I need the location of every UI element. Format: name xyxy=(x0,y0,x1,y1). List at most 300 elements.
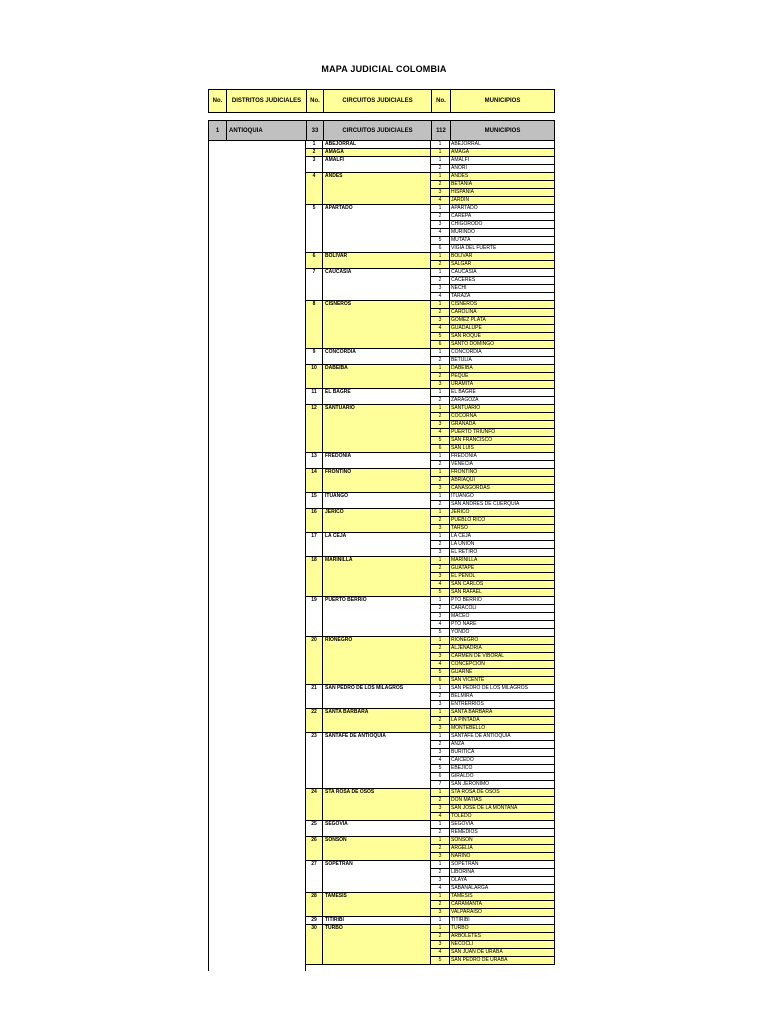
municipio-row xyxy=(431,949,554,957)
municipio-name: GOMEZ PLATA xyxy=(451,317,486,323)
municipio-row xyxy=(431,301,554,309)
circuit-row xyxy=(306,685,555,709)
municipio-number: 4 xyxy=(431,757,450,764)
municipio-name: COCORNA xyxy=(451,413,477,419)
municipio-name: ALJENADRIA xyxy=(451,645,482,651)
table-header xyxy=(208,89,555,113)
municipio-row xyxy=(431,309,554,317)
circuit-name: LA CEJA xyxy=(323,533,431,556)
municipio-name: ARBOLETES xyxy=(451,933,482,939)
municipio-row xyxy=(431,421,554,429)
header-no-circuito: No. xyxy=(307,90,324,112)
municipio-number: 1 xyxy=(431,925,450,932)
municipio-list xyxy=(431,709,555,732)
municipio-name: TITIRIBI xyxy=(451,917,470,923)
municipio-name: VALPARAISO xyxy=(451,909,482,915)
municipio-name: MUTATA xyxy=(451,237,471,243)
municipio-row xyxy=(431,461,554,469)
municipio-number: 2 xyxy=(431,373,450,380)
municipio-name: SAN FRANCISCO xyxy=(451,437,493,443)
circuit-name: DABEIBA xyxy=(323,365,431,388)
municipio-row xyxy=(431,349,554,357)
municipio-row xyxy=(431,389,554,397)
municipio-number: 3 xyxy=(431,805,450,812)
municipio-name: FRONTINO xyxy=(451,469,478,475)
municipio-name: GUATAPE xyxy=(451,565,475,571)
municipio-name: SANTUARIO xyxy=(451,405,481,411)
municipio-name: MACEO xyxy=(451,613,470,619)
municipio-row xyxy=(431,749,554,757)
municipio-row xyxy=(431,789,554,797)
municipio-number: 3 xyxy=(431,221,450,228)
municipio-number: 1 xyxy=(431,205,450,212)
municipio-list xyxy=(431,557,555,596)
municipio-number: 1 xyxy=(431,157,450,164)
municipio-name: SANTAFE DE ANTIOQUIA xyxy=(451,733,511,739)
district-column xyxy=(208,141,306,971)
circuit-row xyxy=(306,389,555,405)
municipio-row xyxy=(431,837,554,845)
circuit-name: EL BAGRE xyxy=(323,389,431,404)
municipio-number: 1 xyxy=(431,557,450,564)
municipio-number: 1 xyxy=(431,597,450,604)
circuit-name: TURBO xyxy=(323,925,431,964)
municipio-name: NARIÑO xyxy=(451,853,471,859)
municipio-row xyxy=(431,533,554,541)
municipio-number: 6 xyxy=(431,341,450,349)
circuit-row xyxy=(306,917,555,925)
municipio-row xyxy=(431,437,554,445)
circuit-name: JERICO xyxy=(323,509,431,532)
municipio-list xyxy=(431,837,555,860)
municipio-row xyxy=(431,613,554,621)
municipio-number: 1 xyxy=(431,365,450,372)
municipio-name: CHIGORODO xyxy=(451,221,483,227)
municipio-row xyxy=(431,293,554,301)
circuit-number: 10 xyxy=(306,365,323,388)
circuit-name: SOPETRAN xyxy=(323,861,431,892)
municipio-row xyxy=(431,765,554,773)
municipio-number: 4 xyxy=(431,293,450,301)
municipio-number: 7 xyxy=(431,781,450,789)
municipio-name: SOPETRAN xyxy=(451,861,479,867)
municipio-list xyxy=(431,821,555,836)
municipio-row xyxy=(431,485,554,493)
municipio-row xyxy=(431,229,554,237)
municipio-number: 2 xyxy=(431,309,450,316)
municipio-row xyxy=(431,261,554,269)
municipio-row xyxy=(431,453,554,461)
municipio-name: URAMITA xyxy=(451,381,474,387)
circuit-row xyxy=(306,893,555,917)
municipio-row xyxy=(431,869,554,877)
municipio-row xyxy=(431,341,554,349)
municipio-list xyxy=(431,925,555,964)
municipio-name: GIRALDO xyxy=(451,773,474,779)
municipio-name: PUERTO TRIUNFO xyxy=(451,429,496,435)
municipio-number: 1 xyxy=(431,733,450,740)
district-circuitos-label: CIRCUITOS JUDICIALES xyxy=(324,121,432,140)
municipio-number: 1 xyxy=(431,821,450,828)
municipio-name: TARSO xyxy=(451,525,468,531)
municipio-row xyxy=(431,917,554,925)
municipio-row xyxy=(431,861,554,869)
municipio-row xyxy=(431,941,554,949)
municipio-name: SANTA BARBARA xyxy=(451,709,493,715)
municipio-name: ANDES xyxy=(451,173,469,179)
circuit-name: CONCORDIA xyxy=(323,349,431,364)
municipio-row xyxy=(431,277,554,285)
municipio-row xyxy=(431,541,554,549)
municipio-list xyxy=(431,509,555,532)
municipio-name: AMALFI xyxy=(451,157,470,163)
circuit-name: SEGOVIA xyxy=(323,821,431,836)
circuit-row xyxy=(306,533,555,557)
municipio-name: ABRIAQUI xyxy=(451,477,475,483)
municipio-row xyxy=(431,405,554,413)
municipio-number: 1 xyxy=(431,861,450,868)
municipio-name: JARDIN xyxy=(451,197,470,203)
circuit-name: STA ROSA DE OSOS xyxy=(323,789,431,820)
circuit-name: FRONTINO xyxy=(323,469,431,492)
municipio-row xyxy=(431,573,554,581)
municipio-list xyxy=(431,893,555,916)
header-no-distrito: No. xyxy=(209,90,227,112)
circuit-row xyxy=(306,709,555,733)
municipio-name: REMEDIOS xyxy=(451,829,478,835)
circuit-row xyxy=(306,925,555,965)
municipio-name: LA UNION xyxy=(451,541,475,547)
circuit-name: TITIRIBI xyxy=(323,917,431,924)
municipio-name: SALGAR xyxy=(451,261,472,267)
municipio-number: 1 xyxy=(431,469,450,476)
circuit-row xyxy=(306,861,555,893)
municipio-number: 4 xyxy=(431,813,450,821)
circuit-number: 3 xyxy=(306,157,323,172)
circuit-name: SAN PEDRO DE LOS MILAGROS xyxy=(323,685,431,708)
circuit-row xyxy=(306,301,555,349)
municipio-number: 2 xyxy=(431,901,450,908)
circuit-number: 1 xyxy=(306,141,323,148)
municipio-name: PTO BERRIO xyxy=(451,597,482,603)
municipio-number: 3 xyxy=(431,613,450,620)
municipio-number: 1 xyxy=(431,917,450,925)
circuit-number: 24 xyxy=(306,789,323,820)
municipio-number: 2 xyxy=(431,845,450,852)
municipio-row xyxy=(431,477,554,485)
municipio-row xyxy=(431,677,554,685)
circuit-number: 11 xyxy=(306,389,323,404)
municipio-row xyxy=(431,877,554,885)
municipio-row xyxy=(431,597,554,605)
municipio-name: APARTADO xyxy=(451,205,478,211)
municipio-row xyxy=(431,909,554,917)
circuit-row xyxy=(306,349,555,365)
municipio-number: 1 xyxy=(431,389,450,396)
municipio-name: TARAZA xyxy=(451,293,471,299)
municipio-number: 2 xyxy=(431,517,450,524)
municipio-row xyxy=(431,413,554,421)
municipio-list xyxy=(431,173,555,204)
municipio-row xyxy=(431,197,554,205)
municipio-row xyxy=(431,397,554,405)
municipio-list xyxy=(431,365,555,388)
municipio-number: 1 xyxy=(431,637,450,644)
municipio-row xyxy=(431,957,554,965)
municipio-name: CAICEDO xyxy=(451,757,474,763)
circuit-name: AMALFI xyxy=(323,157,431,172)
municipio-name: EBEJICO xyxy=(451,765,473,771)
circuit-row xyxy=(306,269,555,301)
circuit-number: 23 xyxy=(306,733,323,788)
municipio-name: GUADALUPE xyxy=(451,325,482,331)
municipio-number: 4 xyxy=(431,229,450,236)
municipio-name: ANZA xyxy=(451,741,465,747)
municipio-row xyxy=(431,525,554,533)
municipio-name: SAN ANDRES DE CUERQUIA xyxy=(451,501,520,507)
municipio-number: 3 xyxy=(431,701,450,709)
municipio-row xyxy=(431,885,554,893)
municipio-list xyxy=(431,533,555,556)
municipio-number: 3 xyxy=(431,421,450,428)
circuit-name: MARINILLA xyxy=(323,557,431,596)
municipio-row xyxy=(431,829,554,837)
page-title: MAPA JUDICIAL COLOMBIA xyxy=(321,64,447,74)
municipio-list xyxy=(431,917,555,924)
municipio-number: 2 xyxy=(431,605,450,612)
circuit-row xyxy=(306,149,555,157)
circuit-number: 15 xyxy=(306,493,323,508)
municipio-name: SONSON xyxy=(451,837,473,843)
circuit-number: 20 xyxy=(306,637,323,684)
municipio-number: 1 xyxy=(431,709,450,716)
municipio-list xyxy=(431,301,555,348)
circuit-name: SONSON xyxy=(323,837,431,860)
circuit-number: 8 xyxy=(306,301,323,348)
municipio-row xyxy=(431,605,554,613)
municipio-row xyxy=(431,557,554,565)
municipio-row xyxy=(431,181,554,189)
municipio-row xyxy=(431,501,554,509)
municipio-name: LA PINTADA xyxy=(451,717,480,723)
municipio-list xyxy=(431,453,555,468)
municipio-row xyxy=(431,645,554,653)
municipio-name: SANTO DOMINGO xyxy=(451,341,494,347)
municipio-row xyxy=(431,445,554,453)
municipio-row xyxy=(431,773,554,781)
municipio-name: SAN PEDRO DE LOS MILAGROS xyxy=(451,685,528,691)
municipio-name: HISPANIA xyxy=(451,189,474,195)
municipio-number: 3 xyxy=(431,725,450,733)
circuit-row xyxy=(306,821,555,837)
municipio-number: 5 xyxy=(431,957,450,965)
municipio-number: 4 xyxy=(431,429,450,436)
municipio-number: 2 xyxy=(431,413,450,420)
municipio-number: 1 xyxy=(431,789,450,796)
circuit-row xyxy=(306,597,555,637)
circuit-number: 7 xyxy=(306,269,323,300)
municipio-number: 1 xyxy=(431,837,450,844)
municipio-row xyxy=(431,381,554,389)
circuit-number: 29 xyxy=(306,917,323,924)
municipio-row xyxy=(431,269,554,277)
circuit-name: PUERTO BERRIO xyxy=(323,597,431,636)
municipio-row xyxy=(431,893,554,901)
municipio-list xyxy=(431,253,555,268)
circuit-name: TAMESIS xyxy=(323,893,431,916)
municipio-number: 2 xyxy=(431,277,450,284)
municipio-list xyxy=(431,157,555,172)
municipio-row xyxy=(431,725,554,733)
municipio-name: ITUANGO xyxy=(451,493,474,499)
municipio-list xyxy=(431,389,555,404)
municipio-list xyxy=(431,685,555,708)
municipio-row xyxy=(431,845,554,853)
municipio-name: CACERES xyxy=(451,277,476,283)
circuit-number: 28 xyxy=(306,893,323,916)
municipio-row xyxy=(431,165,554,173)
municipio-number: 2 xyxy=(431,797,450,804)
municipio-name: ENTRERRIOS xyxy=(451,701,484,707)
municipio-name: CAREPA xyxy=(451,213,472,219)
municipio-name: BETULIA xyxy=(451,357,472,363)
municipio-list xyxy=(431,861,555,892)
municipio-row xyxy=(431,661,554,669)
municipio-list xyxy=(431,637,555,684)
circuit-number: 12 xyxy=(306,405,323,452)
circuit-name: CAUCASIA xyxy=(323,269,431,300)
circuit-number: 6 xyxy=(306,253,323,268)
municipio-row xyxy=(431,357,554,365)
municipio-row xyxy=(431,245,554,253)
municipio-name: TURBO xyxy=(451,925,469,931)
municipio-row xyxy=(431,149,554,157)
municipio-number: 4 xyxy=(431,621,450,628)
municipio-name: VIGIA DEL FUERTE xyxy=(451,245,497,251)
district-circuit-count: 33 xyxy=(307,121,324,140)
municipio-number: 1 xyxy=(431,685,450,692)
municipio-number: 1 xyxy=(431,509,450,516)
municipio-name: VENECIA xyxy=(451,461,473,467)
municipio-list xyxy=(431,269,555,300)
municipio-name: YONDO xyxy=(451,629,470,635)
municipio-number: 1 xyxy=(431,533,450,540)
municipio-number: 5 xyxy=(431,765,450,772)
municipio-row xyxy=(431,581,554,589)
circuit-number: 13 xyxy=(306,453,323,468)
circuit-name: FREDONIA xyxy=(323,453,431,468)
municipio-number: 6 xyxy=(431,677,450,685)
municipio-name: BOLIVAR xyxy=(451,253,473,259)
circuit-name: AMAGA xyxy=(323,149,431,156)
municipio-number: 1 xyxy=(431,893,450,900)
municipio-number: 3 xyxy=(431,189,450,196)
municipio-number: 4 xyxy=(431,885,450,893)
municipio-row xyxy=(431,285,554,293)
municipio-name: FREDONIA xyxy=(451,453,477,459)
municipio-number: 3 xyxy=(431,485,450,493)
municipio-row xyxy=(431,189,554,197)
municipio-name: SAN LUIS xyxy=(451,445,474,451)
municipio-number: 1 xyxy=(431,453,450,460)
municipio-name: SAN JERONIMO xyxy=(451,781,490,787)
circuit-name: BOLIVAR xyxy=(323,253,431,268)
municipio-name: BURITICA xyxy=(451,749,475,755)
circuit-row xyxy=(306,205,555,253)
municipio-number: 4 xyxy=(431,949,450,956)
municipio-name: SAN CARLOS xyxy=(451,581,484,587)
municipio-row xyxy=(431,173,554,181)
municipio-number: 4 xyxy=(431,661,450,668)
municipio-row xyxy=(431,621,554,629)
municipio-number: 3 xyxy=(431,573,450,580)
municipio-name: PEQUE xyxy=(451,373,469,379)
municipio-number: 1 xyxy=(431,349,450,356)
municipio-number: 5 xyxy=(431,669,450,676)
circuit-row xyxy=(306,557,555,597)
municipio-number: 2 xyxy=(431,501,450,509)
district-municipio-count: 112 xyxy=(432,121,451,140)
municipio-number: 3 xyxy=(431,909,450,917)
municipio-name: ZARAGOZA xyxy=(451,397,479,403)
municipio-name: GUARNE xyxy=(451,669,473,675)
municipio-row xyxy=(431,565,554,573)
municipio-row xyxy=(431,221,554,229)
municipio-number: 2 xyxy=(431,541,450,548)
circuit-row xyxy=(306,173,555,205)
circuit-row xyxy=(306,733,555,789)
municipio-name: MARINILLA xyxy=(451,557,478,563)
municipio-number: 3 xyxy=(431,317,450,324)
municipio-number: 2 xyxy=(431,397,450,405)
municipio-number: 5 xyxy=(431,237,450,244)
municipio-row xyxy=(431,813,554,821)
municipio-row xyxy=(431,797,554,805)
municipio-number: 1 xyxy=(431,405,450,412)
municipio-row xyxy=(431,469,554,477)
municipio-row xyxy=(431,333,554,341)
municipio-name: BETANIA xyxy=(451,181,473,187)
municipio-name: CARMEN DE VIBORAL xyxy=(451,653,505,659)
circuit-number: 26 xyxy=(306,837,323,860)
municipio-name: DON MATIAS xyxy=(451,797,482,803)
municipio-list xyxy=(431,493,555,508)
municipio-number: 1 xyxy=(431,149,450,157)
circuit-number: 22 xyxy=(306,709,323,732)
circuit-row xyxy=(306,453,555,469)
municipio-number: 3 xyxy=(431,285,450,292)
circuit-row xyxy=(306,637,555,685)
municipio-number: 1 xyxy=(431,301,450,308)
municipio-list xyxy=(431,349,555,364)
municipio-row xyxy=(431,317,554,325)
municipio-name: CAROLINA xyxy=(451,309,477,315)
circuit-number: 4 xyxy=(306,173,323,204)
municipio-number: 2 xyxy=(431,717,450,724)
district-no: 1 xyxy=(209,121,227,140)
municipio-number: 3 xyxy=(431,549,450,557)
municipio-name: CONCORDIA xyxy=(451,349,482,355)
municipio-row xyxy=(431,741,554,749)
municipio-number: 2 xyxy=(431,165,450,173)
circuit-number: 30 xyxy=(306,925,323,964)
municipio-name: TOLEDO xyxy=(451,813,472,819)
municipio-number: 2 xyxy=(431,741,450,748)
municipio-name: SAN VICENTE xyxy=(451,677,485,683)
municipio-name: ABEJORRAL xyxy=(451,141,481,147)
municipio-number: 2 xyxy=(431,933,450,940)
circuit-row xyxy=(306,469,555,493)
